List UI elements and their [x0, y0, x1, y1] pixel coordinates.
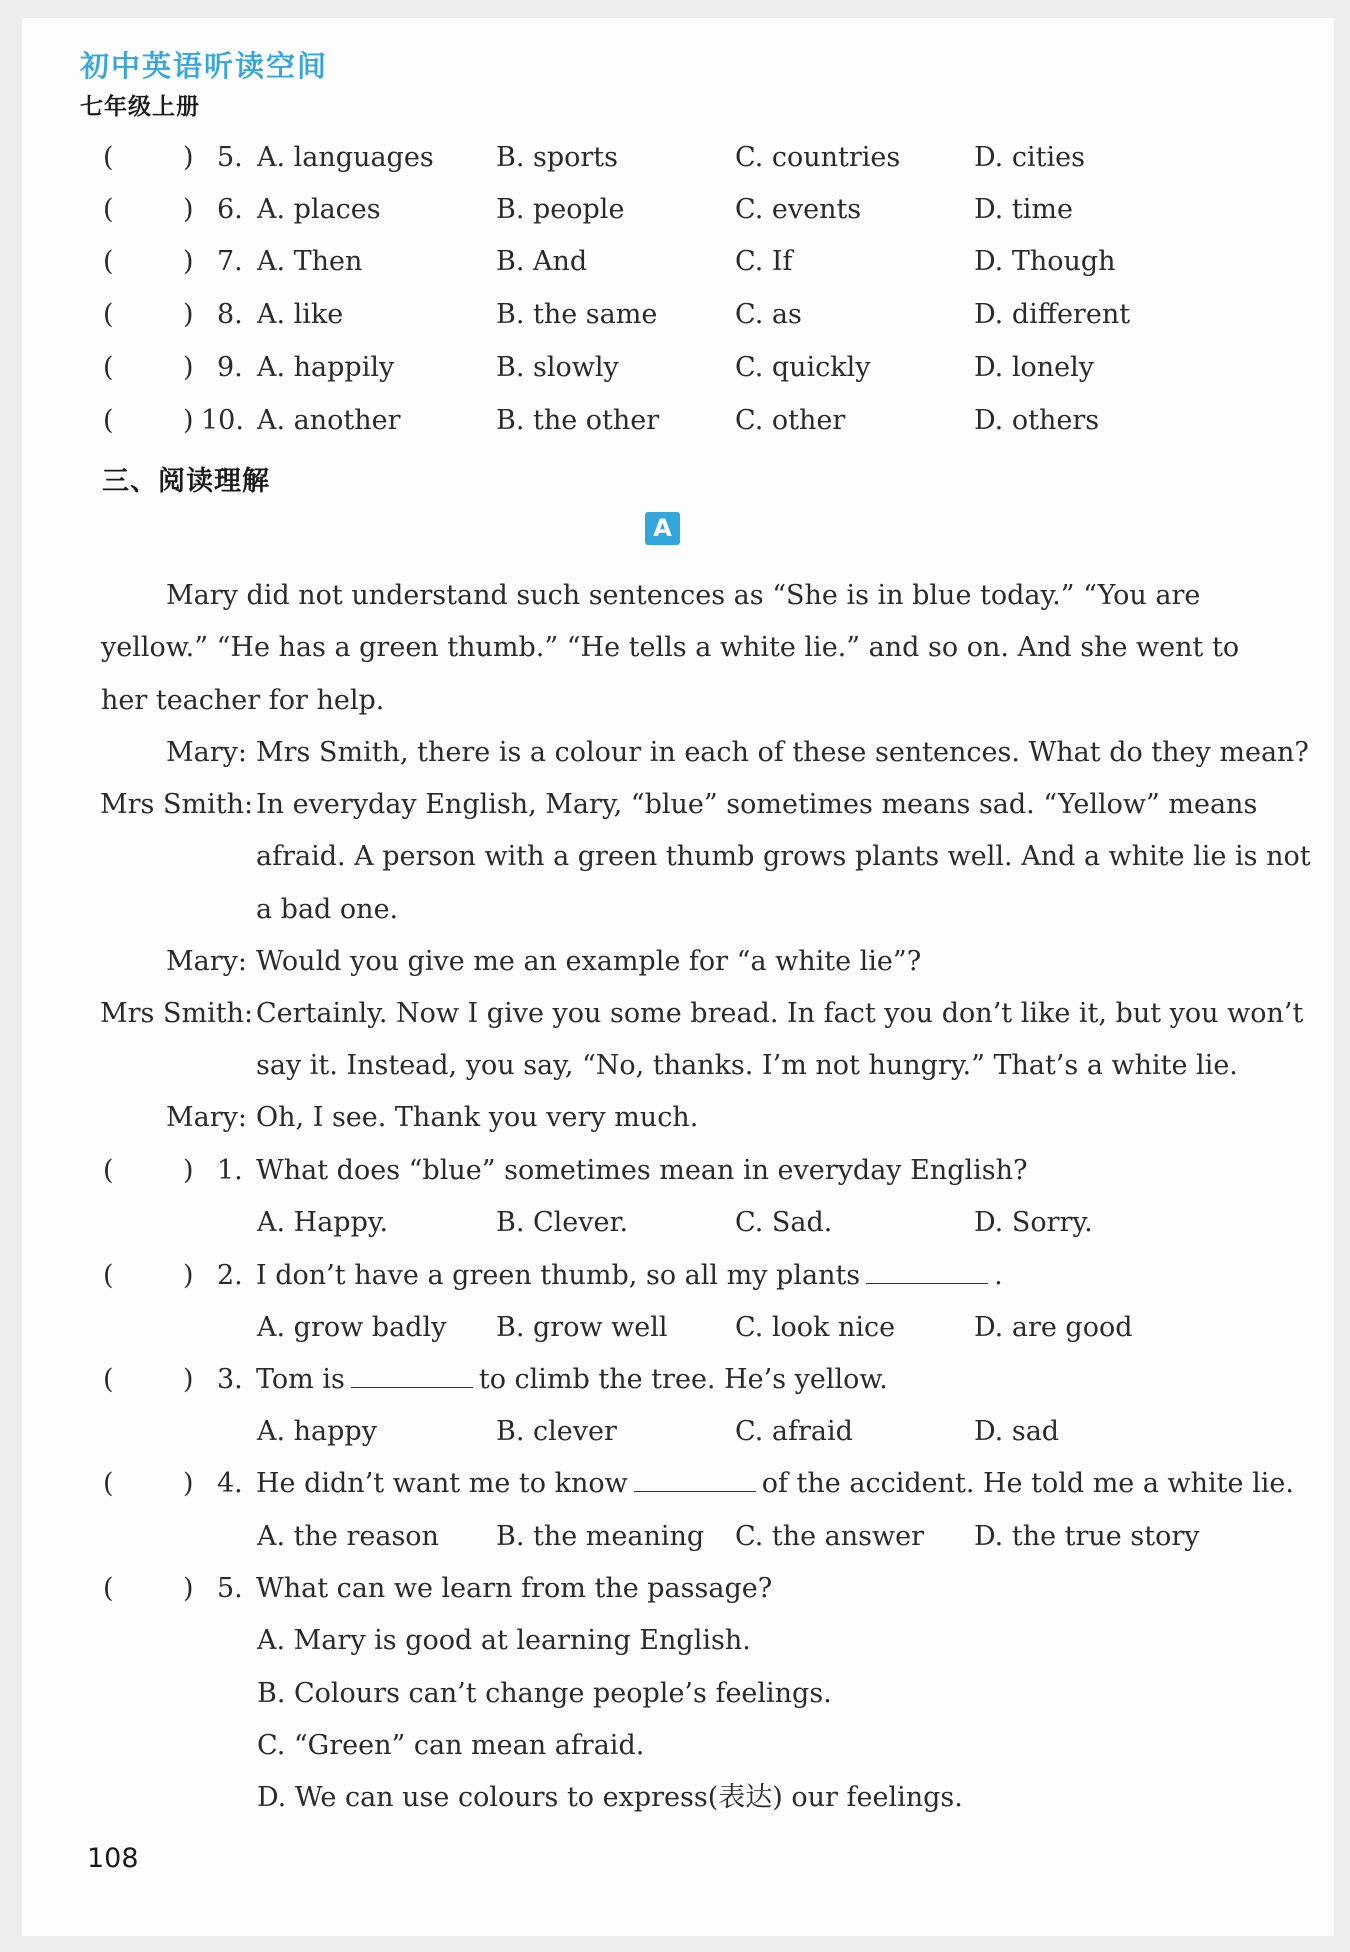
dialogue-line: In everyday English, Mary, “blue” sometimes means sad. “Yellow” means [256, 789, 1258, 820]
dialogue-line: Mrs Smith, there is a colour in each of these sentences. What do they mean? [256, 737, 1309, 768]
option-b: B. the other [496, 405, 660, 436]
answer-paren-close: ) [183, 405, 194, 436]
option-d: D. different [974, 299, 1131, 330]
question-stem-part: . [994, 1260, 1003, 1291]
answer-paren-open: ( [103, 352, 114, 383]
dialogue-line: a bad one. [256, 894, 399, 925]
option-b: B. slowly [496, 352, 619, 383]
answer-blank [351, 1365, 473, 1388]
option-a: A. like [257, 299, 344, 330]
question-number: 6. [217, 194, 243, 225]
question-stem-part: to climb the tree. He’s yellow. [478, 1364, 888, 1395]
dialogue-speaker: Mrs Smith: [100, 789, 254, 820]
answer-paren-open: ( [103, 194, 114, 225]
option-c: C. the answer [735, 1521, 924, 1552]
option-b: B. sports [496, 142, 619, 173]
answer-paren-close: ) [183, 1155, 194, 1186]
question-number: 7. [217, 246, 243, 277]
dialogue-speaker: Mrs Smith: [100, 998, 254, 1029]
option-c: C. quickly [735, 352, 871, 383]
question-number: 2. [217, 1260, 243, 1291]
question-number: 5. [217, 142, 243, 173]
page-number: 108 [87, 1843, 139, 1874]
answer-blank [866, 1261, 988, 1284]
question-number: 9. [217, 352, 243, 383]
option-b: B. people [496, 194, 625, 225]
option-b: B. Clever. [496, 1207, 629, 1238]
option-d: D. lonely [974, 352, 1094, 383]
option-a: A. languages [257, 142, 434, 173]
answer-paren-close: ) [183, 142, 194, 173]
answer-blank [634, 1469, 756, 1492]
question-stem: What does “blue” sometimes mean in everyday English? [256, 1155, 1028, 1186]
answer-paren-close: ) [183, 1468, 194, 1499]
question-stem [256, 1260, 1003, 1292]
question-stem-part: of the accident. He told me a white lie. [761, 1468, 1294, 1499]
option-a: A. grow badly [257, 1312, 447, 1343]
passage-intro-line: her teacher for help. [101, 685, 385, 716]
question-number: 8. [217, 299, 243, 330]
question-stem: What can we learn from the passage? [256, 1573, 773, 1604]
answer-paren-open: ( [103, 299, 114, 330]
option-d: D. others [974, 405, 1100, 436]
answer-paren-open: ( [103, 246, 114, 277]
dialogue-line: say it. Instead, you say, “No, thanks. I’m not hungry.” That’s a white lie. [256, 1050, 1238, 1081]
option-a: A. the reason [257, 1521, 439, 1552]
option-d: D. Though [974, 246, 1116, 277]
option-d: D. We can use colours to express(表达) our feelings. [257, 1782, 963, 1813]
answer-paren-close: ) [183, 1573, 194, 1604]
option-c: C. other [735, 405, 846, 436]
question-number: 5. [217, 1573, 243, 1604]
option-c: C. look nice [735, 1312, 896, 1343]
passage-intro-line: yellow.” “He has a green thumb.” “He tells a white lie.” and so on. And she went to [101, 632, 1240, 663]
question-stem [256, 1468, 1294, 1500]
answer-paren-open: ( [103, 142, 114, 173]
option-d: D. cities [974, 142, 1085, 173]
option-c: C. countries [735, 142, 901, 173]
dialogue-line: afraid. A person with a green thumb grows plants well. And a white lie is not [256, 841, 1311, 872]
option-a: A. Happy. [257, 1207, 389, 1238]
question-number: 10. [201, 405, 244, 436]
question-stem-part: I don’t have a green thumb, so all my plants [256, 1260, 861, 1291]
option-a: A. another [257, 405, 401, 436]
question-number: 3. [217, 1364, 243, 1395]
answer-paren-open: ( [103, 405, 114, 436]
answer-paren-open: ( [103, 1364, 114, 1395]
dialogue-line: Would you give me an example for “a white lie”? [256, 946, 922, 977]
option-a: A. happy [257, 1416, 377, 1447]
question-stem [256, 1364, 888, 1396]
option-b: B. Colours can’t change people’s feelings. [257, 1678, 832, 1709]
section-title: 三、阅读理解 [102, 466, 270, 497]
option-d: D. the true story [974, 1521, 1200, 1552]
option-d: D. time [974, 194, 1073, 225]
question-number: 1. [217, 1155, 243, 1186]
option-c: C. afraid [735, 1416, 853, 1447]
option-d: D. sad [974, 1416, 1060, 1447]
option-c: C. Sad. [735, 1207, 833, 1238]
option-a: A. Mary is good at learning English. [257, 1625, 751, 1656]
option-b: B. grow well [496, 1312, 668, 1343]
answer-paren-open: ( [103, 1573, 114, 1604]
answer-paren-close: ) [183, 1364, 194, 1395]
passage-intro-line: Mary did not understand such sentences as “She is in blue today.” “You are [166, 580, 1201, 611]
dialogue-speaker: Mary: [166, 946, 247, 977]
option-d: D. Sorry. [974, 1207, 1093, 1238]
option-a: A. places [257, 194, 381, 225]
book-title: 初中英语听读空间 [80, 49, 329, 83]
option-c: C. “Green” can mean afraid. [257, 1730, 645, 1761]
answer-paren-close: ) [183, 246, 194, 277]
grade-label: 七年级上册 [80, 94, 200, 120]
option-b: B. the meaning [496, 1521, 705, 1552]
dialogue-speaker: Mary: [166, 1102, 247, 1133]
option-c: C. If [735, 246, 793, 277]
option-b: B. the same [496, 299, 658, 330]
option-a: A. Then [257, 246, 363, 277]
option-b: B. And [496, 246, 588, 277]
option-c: C. events [735, 194, 862, 225]
answer-paren-close: ) [183, 299, 194, 330]
option-b: B. clever [496, 1416, 617, 1447]
answer-paren-open: ( [103, 1468, 114, 1499]
option-a: A. happily [257, 352, 395, 383]
dialogue-speaker: Mary: [166, 737, 247, 768]
option-d: D. are good [974, 1312, 1133, 1343]
answer-paren-close: ) [183, 194, 194, 225]
dialogue-line: Certainly. Now I give you some bread. In fact you don’t like it, but you won’t [256, 998, 1304, 1029]
passage-badge: A [645, 512, 680, 545]
question-stem-part: He didn’t want me to know [256, 1468, 628, 1499]
option-c: C. as [735, 299, 802, 330]
answer-paren-close: ) [183, 352, 194, 383]
dialogue-line: Oh, I see. Thank you very much. [256, 1102, 699, 1133]
question-stem-part: Tom is [256, 1364, 345, 1395]
question-number: 4. [217, 1468, 243, 1499]
answer-paren-close: ) [183, 1260, 194, 1291]
answer-paren-open: ( [103, 1155, 114, 1186]
answer-paren-open: ( [103, 1260, 114, 1291]
